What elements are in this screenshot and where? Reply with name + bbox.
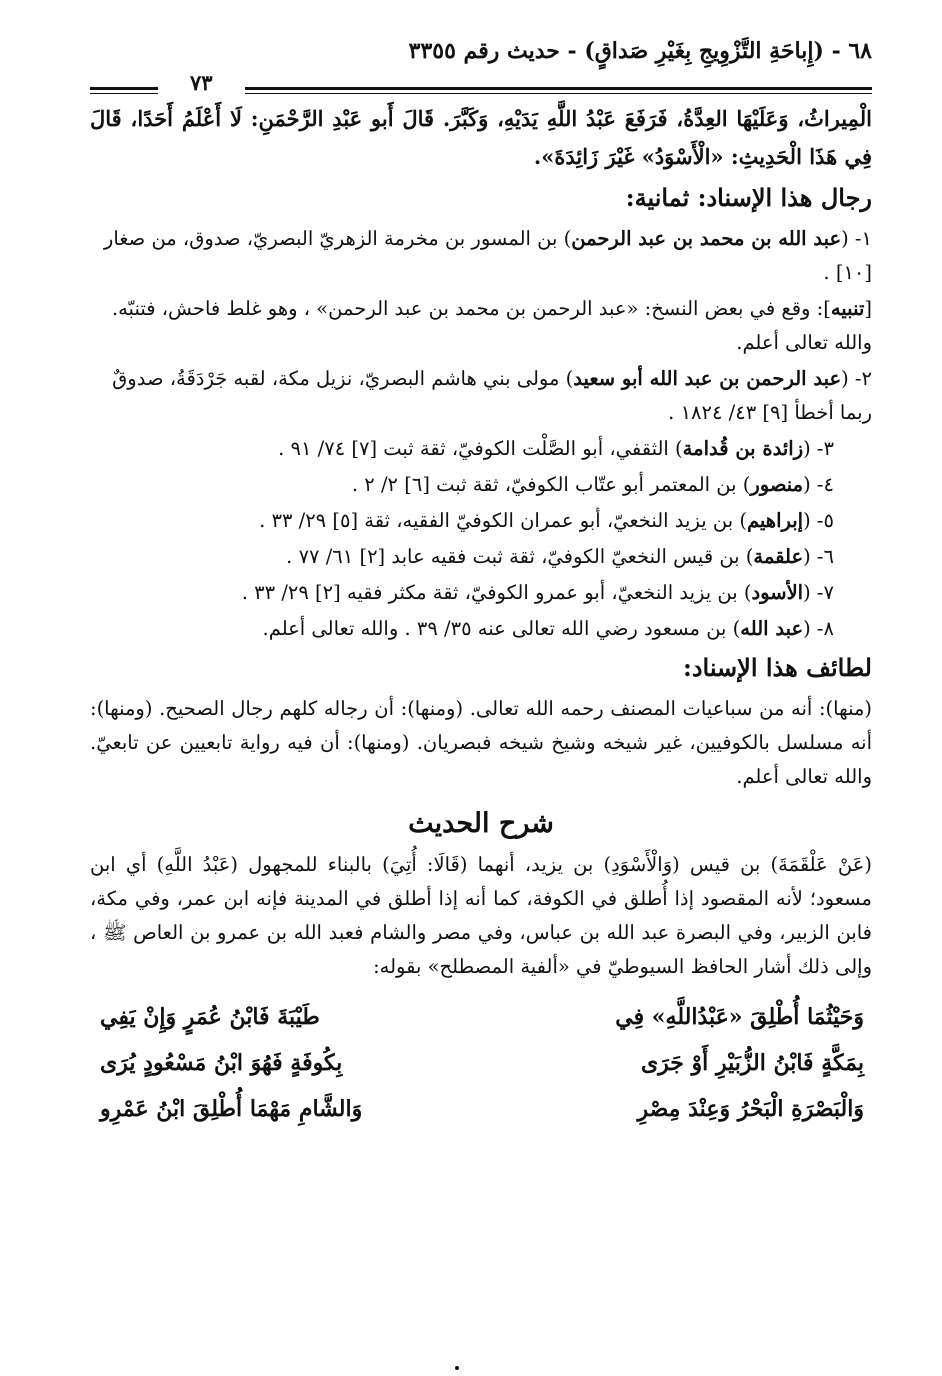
- sharh-title: شرح الحديث: [408, 808, 554, 839]
- verse-first-half: وَحَيْثُمَا أُطْلِقَ «عَبْدُاللَّهِ» فِي: [615, 1004, 864, 1030]
- narrators-list: [90, 222, 872, 646]
- verse-second-half: طَيْبَةَ فَابْنُ عُمَرٍ وَإِنْ يَفِي: [100, 1004, 320, 1030]
- page-header: [90, 38, 872, 96]
- page-number: ٧٣: [190, 70, 213, 95]
- poem: [90, 994, 872, 1132]
- poem-verse: [90, 1040, 872, 1086]
- page-bottom-mark: [455, 1366, 459, 1370]
- page: [90, 38, 872, 1132]
- verse-second-half: وَالشَّامِ مَهْمَا أُطْلِقَ ابْنُ عَمْرِو: [100, 1096, 363, 1122]
- running-title: ٦٨ - (إِباحَةِ التَّزْوِيجِ بِغَيْرِ صَداقٍ) - حديث رقم ٣٣٥٥: [408, 38, 872, 64]
- header-rule-left: [90, 87, 158, 90]
- poem-verse: [90, 994, 872, 1040]
- hadith-text: الْمِيراثُ، وَعَلَيْهَا العِدَّةُ، فَرَفَعَ عَبْدُ اللَّهِ يَدَيْهِ، وَكَبَّرَ. قَالَ أَبو عَبْدِ الرَّحْمَنِ: لَا أَعْلَمُ أَحَدًا، قَالَ فِي هَذَا الْحَدِيثِ: «الْأَسْوَدُ» غَيْرَ زَائِدَةَ».: [90, 106, 872, 169]
- lataif-text: (منها): أنه من سباعيات المصنف رحمه الله تعالى. (ومنها): أن رجاله كلهم رجال الصحيح. (ومنها): أنه مسلسل بالكوفيين، غير شيخه وشيخ شيخه فبصريان. (ومنها): أن فيه رواية تابعيين عن تابعيّ. والله تعالى أعلم.: [90, 697, 873, 788]
- narrator-item: ٣- (زائدة بن قُدامة) الثقفي، أبو الصَّلْت الكوفيّ، ثقة ثبت [٧] ٧٤/ ٩١ .: [278, 437, 834, 460]
- verse-first-half: وَالْبَصْرَةِ الْبَحْرُ وَعِنْدَ مِصْرِ: [637, 1096, 864, 1122]
- narrator-item: ٧- (الأسود) بن يزيد النخعيّ، أبو عمرو الكوفيّ، ثقة مكثر فقيه [٢] ٢٩/ ٣٣ .: [241, 581, 834, 604]
- poem-verse: [90, 1086, 872, 1132]
- narrators-heading: رجال هذا الإسناد: ثمانية:: [625, 183, 872, 212]
- narrator-item: ٥- (إبراهيم) بن يزيد النخعيّ، أبو عمران الكوفيّ الفقيه، ثقة [٥] ٢٩/ ٣٣ .: [259, 509, 834, 532]
- narrator-item: ٢- (عبد الرحمن بن عبد الله أبو سعيد) مولى بني هاشم البصريّ، نزيل مكة، لقبه جَرْدَقَةُ، صدوقٌ ربما أخطأ [٩] ٤٣/ ١٨٢٤ .: [112, 367, 872, 424]
- narrator-item: ٤- (منصور) بن المعتمر أبو عتّاب الكوفيّ، ثقة ثبت [٦] ٢/ ٢ .: [351, 473, 834, 496]
- verse-second-half: بِكُوفَةٍ فَهُوَ ابْنُ مَسْعُودٍ يُرَى: [100, 1050, 343, 1076]
- narrator-item: ٦- (علقمة) بن قيس النخعيّ الكوفيّ، ثقة ثبت فقيه عابد [٢] ٦١/ ٧٧ .: [286, 545, 834, 568]
- narrator-item: ١- (عبد الله بن محمد بن عبد الرحمن) بن المسور بن مخرمة الزهريّ البصريّ، صدوق، من صغار [١٠] .: [103, 227, 872, 284]
- note-item: [تنبيه]: وقع في بعض النسخ: «عبد الرحمن بن محمد بن عبد الرحمن» ، وهو غلط فاحش، فتنبّه. والله تعالى أعلم.: [111, 297, 872, 354]
- narrator-item: ٨- (عبد الله) بن مسعود رضي الله تعالى عنه ٣٥/ ٣٩ . والله تعالى أعلم.: [262, 617, 834, 640]
- verse-first-half: بِمَكَّةٍ فَابْنُ الزُّبَيْرِ أَوْ جَرَى: [640, 1050, 864, 1076]
- sharh-paragraph: (عَنْ عَلْقَمَةَ) بن قيس (وَالْأَسْوَدِ) بن يزيد، أنهما (قَالَا: أُتِيَ) بالبناء للمجهول (عَبْدُ اللَّهِ) أي ابن مسعود؛ لأنه المقصود إذا أُطلق في الكوفة، كما أنه إذا أطلق في المدينة فإنه ابن عمر، وفي مكة، فابن الزبير، وفي البصرة عبد الله بن عباس، وفي مصر والشام فعبد الله بن عمرو بن العاص ﷺ ، وإلى ذلك أشار الحافظ السيوطيّ في «ألفية المصطلح» بقوله:: [90, 853, 872, 978]
- lataif-heading: لطائف هذا الإسناد:: [682, 653, 872, 682]
- header-rule: [245, 87, 872, 90]
